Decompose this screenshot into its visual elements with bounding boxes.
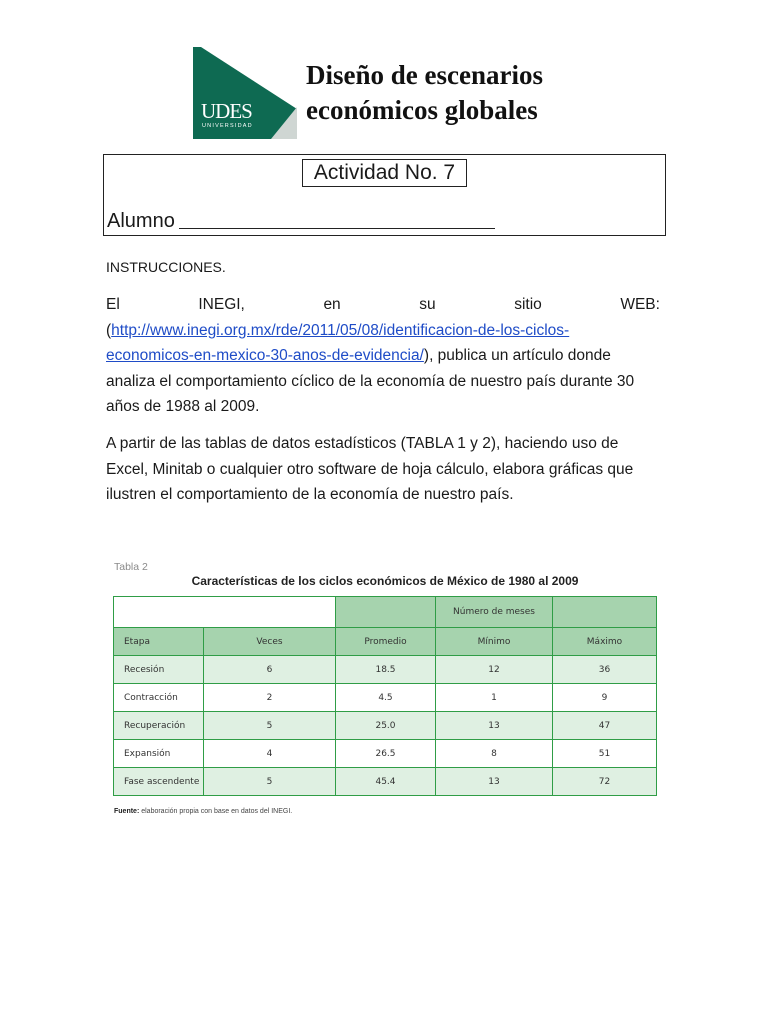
table-group-header-row xyxy=(114,597,657,628)
paragraph-1-line-3 xyxy=(106,343,660,369)
paragraph-2-line-3: ilustren el comportamiento de la economía de nuestro país. xyxy=(106,486,514,503)
source-text: elaboración propia con base en datos del INEGI. xyxy=(139,808,293,815)
table-row xyxy=(114,712,657,740)
activity-box xyxy=(103,154,666,236)
instructions-heading: INSTRUCCIONES. xyxy=(106,259,226,275)
open-paren: ( xyxy=(106,321,112,339)
table-cell: 6 xyxy=(204,656,336,684)
table-column-header-row xyxy=(114,628,657,656)
table-cell: 1 xyxy=(436,684,553,712)
table-cell: 5 xyxy=(204,768,336,796)
empty-header-cell xyxy=(336,597,436,628)
table-cell: 12 xyxy=(436,656,553,684)
table-cell: 5 xyxy=(204,712,336,740)
paragraph-1-line-5: años de 1988 al 2009. xyxy=(106,398,260,415)
logo-text: UDES xyxy=(201,99,252,123)
table-cell: 72 xyxy=(553,768,657,796)
table-title: Características de los ciclos económicos de México de 1980 al 2009 xyxy=(191,574,579,588)
table-cell: Expansión xyxy=(114,740,204,768)
table-row xyxy=(114,768,657,796)
table-cell: Contracción xyxy=(114,684,204,712)
word: WEB: xyxy=(620,296,660,313)
table-caption: Tabla 2 xyxy=(114,561,148,573)
paragraph-1-line-2 xyxy=(106,318,660,344)
word: sitio xyxy=(514,296,542,313)
table-cell: 13 xyxy=(436,712,553,740)
table-cell: 36 xyxy=(553,656,657,684)
table-cell: 51 xyxy=(553,740,657,768)
inegi-link-part-1[interactable]: http://www.inegi.org.mx/rde/2011/05/08/identificacion-de-los-ciclos- xyxy=(111,321,570,339)
column-header: Etapa xyxy=(114,628,204,656)
instructions-paragraph-1 xyxy=(106,292,660,420)
table-cell: 26.5 xyxy=(336,740,436,768)
source-label: Fuente: xyxy=(114,808,140,815)
table-cell: Fase ascendente xyxy=(114,768,204,796)
table-cell: Recuperación xyxy=(114,712,204,740)
column-header: Mínimo xyxy=(436,628,553,656)
paragraph-2-line-1: A partir de las tablas de datos estadísticos (TABLA 1 y 2), haciendo uso de xyxy=(106,435,619,452)
table-cell: 4.5 xyxy=(336,684,436,712)
column-header: Promedio xyxy=(336,628,436,656)
word: su xyxy=(419,296,436,313)
table-cell: 25.0 xyxy=(336,712,436,740)
alumno-name-line xyxy=(179,228,495,229)
cycles-table xyxy=(113,596,657,796)
table-cell: 13 xyxy=(436,768,553,796)
group-header-cell: Número de meses xyxy=(436,597,553,628)
table-row xyxy=(114,684,657,712)
instructions-paragraph-2 xyxy=(106,431,660,508)
logo-subtext: UNIVERSIDAD xyxy=(202,123,253,129)
text-after-link: ), publica un artículo donde xyxy=(423,347,611,364)
table-cell: 9 xyxy=(553,684,657,712)
alumno-label: Alumno xyxy=(107,210,175,232)
table-cell: 4 xyxy=(204,740,336,768)
table-row xyxy=(114,740,657,768)
table-source-note xyxy=(114,808,292,815)
word: INEGI, xyxy=(198,296,245,313)
title-line-2: económicos globales xyxy=(306,95,538,125)
column-header: Máximo xyxy=(553,628,657,656)
table-cell: 47 xyxy=(553,712,657,740)
document-title xyxy=(306,58,606,128)
udes-logo xyxy=(193,47,297,139)
inegi-link-part-2[interactable]: economicos-en-mexico-30-anos-de-evidencia/ xyxy=(106,347,424,364)
table-cell: Recesión xyxy=(114,656,204,684)
activity-title: Actividad No. 7 xyxy=(302,159,467,187)
paragraph-1-line-1 xyxy=(106,292,660,318)
table-row xyxy=(114,656,657,684)
paragraph-1-line-4: analiza el comportamiento cíclico de la economía de nuestro país durante 30 xyxy=(106,372,635,390)
empty-header-cell xyxy=(114,597,336,628)
paragraph-1-line-3-content xyxy=(106,343,611,369)
table-cell: 18.5 xyxy=(336,656,436,684)
column-header: Veces xyxy=(204,628,336,656)
empty-header-cell xyxy=(553,597,657,628)
word: El xyxy=(106,296,120,313)
paragraph-2-line-2: Excel, Minitab o cualquier otro software de hoja cálculo, elabora gráficas que xyxy=(106,460,634,478)
word: en xyxy=(323,296,341,313)
table-cell: 45.4 xyxy=(336,768,436,796)
table-cell: 2 xyxy=(204,684,336,712)
table-cell: 8 xyxy=(436,740,553,768)
title-line-1: Diseño de escenarios xyxy=(306,60,543,90)
